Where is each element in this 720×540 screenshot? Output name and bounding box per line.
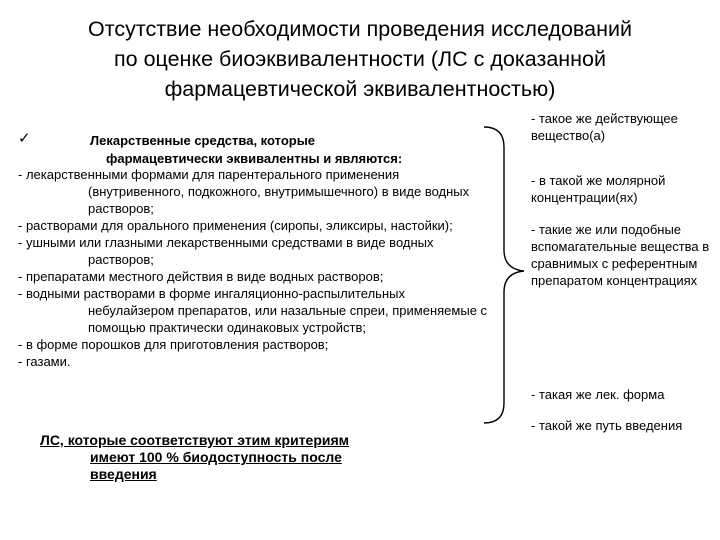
- criteria-item: - такое же действующее вещество(а): [531, 111, 678, 143]
- list-item: - в форме порошков для приготовления растворов;: [18, 337, 329, 352]
- list-item: - газами.: [18, 354, 71, 369]
- list-item: - ушными или глазными лекарственными средствами в виде водных растворов;: [18, 235, 434, 267]
- title-line-1: Отсутствие необходимости проведения исследований: [88, 17, 632, 41]
- list-heading: [18, 132, 488, 168]
- conclusion-line-1: ЛС, которые соответствуют этим критериям: [40, 432, 350, 448]
- criteria-item: - в такой же молярной концентрации(ях): [531, 173, 666, 205]
- list-item: - водными растворами в форме ингаляционно-распылительных небулайзером препаратов, или назальные спреи, применяемые с помощью практически одинаковых устройств;: [18, 286, 488, 335]
- conclusion-line-3: введения: [90, 466, 157, 482]
- list-item: - растворами для орального применения (сиропы, эликсиры, настойки);: [18, 218, 453, 233]
- dosage-forms-list: [18, 166, 488, 370]
- heading-line-1: Лекарственные средства, которые: [90, 133, 316, 148]
- heading-text: [18, 132, 488, 168]
- title-line-2: по оценке биоэквивалентности (ЛС с доказанной: [114, 47, 606, 71]
- list-item: - лекарственными формами для парентерального применения (внутривенного, подкожного, внутримышечного) в виде водных растворов;: [18, 167, 470, 216]
- criteria-item: - такие же или подобные вспомагательные вещества в сравнимых с референтным препаратом концентрациях: [531, 222, 710, 288]
- slide-title: [20, 14, 700, 104]
- list-item: - препаратами местного действия в виде водных растворов;: [18, 269, 384, 284]
- heading-line-2: фармацевтически эквивалентны и являются:: [106, 151, 403, 166]
- criteria-item: - такая же лек. форма: [531, 387, 665, 402]
- conclusion-text: [40, 432, 480, 483]
- title-line-3: фармацевтической эквивалентностью): [164, 77, 556, 101]
- check-mark-icon: ✓: [18, 130, 31, 147]
- criteria-item: - такой же путь введения: [531, 418, 683, 433]
- conclusion-line-2: имеют 100 % биодоступность после: [90, 449, 342, 465]
- curly-brace-icon: [480, 125, 530, 425]
